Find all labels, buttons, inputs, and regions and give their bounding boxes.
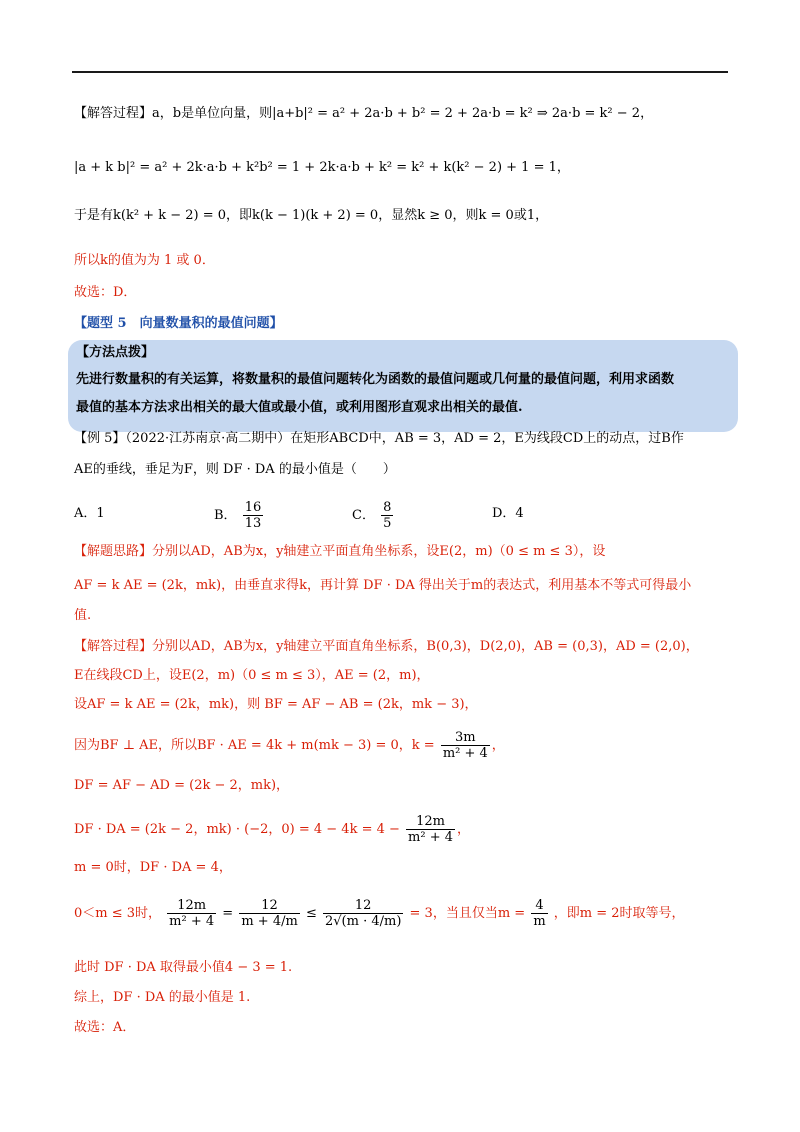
choice-b bbox=[214, 500, 265, 531]
section-heading: 【题型 5 向量数量积的最值问题】 bbox=[74, 316, 283, 331]
solution-line-8-end: ，即m = 2时取等号， bbox=[553, 906, 685, 921]
choice-b-fraction bbox=[243, 500, 264, 531]
solution-line-8: 0＜m ≤ 3时， $\frac{12m}{\text{m² + 4}}$ = $\frac{12}{m + 4/m}$ ≤ $\frac{12}{2√(m \cdot 4/m)}$ = 3，当且仅当m = $\frac{4}{m}$ ，即m = 2时取等号， bbox=[74, 898, 685, 929]
solution-line-10: 综上，DF · DA 的最小值是 1. bbox=[74, 990, 251, 1005]
choice-c-fraction bbox=[381, 500, 393, 531]
choice-c-numerator: 8 bbox=[383, 500, 392, 515]
choice-b-numerator: 16 bbox=[244, 500, 262, 515]
k-fraction bbox=[441, 730, 490, 761]
equality-fraction bbox=[531, 898, 547, 929]
solution-line-2: E在线段CD上，设E(2，m)（0 ≤ m ≤ 3），AE = (2，m)， bbox=[74, 668, 430, 683]
answer-choice-line: 故选：D． bbox=[74, 285, 137, 300]
idea-line-3: 值. bbox=[74, 608, 92, 623]
answer-line-4: 所以k的值为为 1 或 0． bbox=[74, 253, 215, 268]
idea-line-2: AF = k AE = (2k，mk)，由垂直求得k，再计算 DF · DA 得出关于m的表达式，利用基本不等式可得最小 bbox=[74, 578, 692, 593]
choice-b-denominator: 13 bbox=[244, 516, 262, 531]
solution-line-4-text: 因为BF ⊥ AE，所以BF · AE = 4k + m(mk − 3) = 0，k = bbox=[74, 738, 435, 753]
example-line-2: AE的垂线，垂足为F，则 DF · DA 的最小值是（ ） bbox=[74, 462, 396, 477]
choice-d: D．4 bbox=[492, 506, 524, 521]
solution-line-7: m = 0时，DF · DA = 4， bbox=[74, 860, 232, 875]
inequality-fraction-1-denominator: m² + 4 bbox=[169, 914, 215, 929]
solution-line-5: DF = AF − AD = (2k − 2，mk)， bbox=[74, 778, 290, 793]
k-fraction-denominator: m² + 4 bbox=[442, 746, 488, 761]
solution-line-4: 因为BF ⊥ AE，所以BF · AE = 4k + m(mk − 3) = 0，k = $\frac{3m}{\text{m² + 4}}$ ， bbox=[74, 730, 505, 761]
header-rule bbox=[72, 71, 728, 73]
solution-line-1: 【解答过程】分别以AD，AB为x，y轴建立平面直角坐标系，B(0,3)，D(2,0)，AB = (0,3)，AD = (2,0)， bbox=[74, 639, 699, 654]
answer-line-3: 于是有k(k² + k − 2) = 0，即k(k − 1)(k + 2) = 0，显然k ≥ 0，则k = 0或1， bbox=[74, 208, 549, 223]
solution-line-8-mid: = 3，当且仅当m = bbox=[409, 906, 526, 921]
inequality-fraction-3-numerator: 12 bbox=[323, 898, 403, 914]
choice-c-label: C． bbox=[352, 508, 375, 523]
choice-c bbox=[352, 500, 395, 531]
inequality-fraction-2 bbox=[239, 898, 299, 929]
solution-line-9: 此时 DF · DA 取得最小值4 − 3 = 1. bbox=[74, 960, 293, 975]
inequality-fraction-1 bbox=[167, 898, 216, 929]
inequality-fraction-3-denominator: 2√(m · 4/m) bbox=[324, 914, 402, 929]
dot-product-numerator: 12m bbox=[406, 814, 455, 830]
inequality-fraction-2-denominator: m + 4/m bbox=[241, 914, 298, 929]
equality-fraction-numerator: 4 bbox=[531, 898, 547, 914]
solution-line-6: DF · DA = (2k − 2，mk) · (−2，0) = 4 − 4k = 4 − $\frac{12m}{\text{m² + 4}}$ ， bbox=[74, 814, 471, 845]
solution-line-6-text: DF · DA = (2k − 2，mk) · (−2，0) = 4 − 4k = 4 − bbox=[74, 822, 400, 837]
answer-line-2: |a + k b|² = a² + 2k·a·b + k²b² = 1 + 2k·a·b + k² = k² + k(k² − 2) + 1 = 1， bbox=[74, 160, 570, 175]
inequality-fraction-1-numerator: 12m bbox=[167, 898, 216, 914]
answer-line-1: 【解答过程】a，b是单位向量，则|a+b|² = a² + 2a·b + b² = 2 + 2a·b = k² ⇒ 2a·b = k² − 2， bbox=[74, 106, 654, 121]
method-tip-box bbox=[68, 340, 738, 432]
method-tip-text-2: 最值的基本方法求出相关的最大值或最小值，或利用图形直观求出相关的最值. bbox=[76, 400, 523, 415]
method-tip-text-1: 先进行数量积的有关运算，将数量积的最值问题转化为函数的最值问题或几何量的最值问题，利用求函数 bbox=[76, 372, 675, 387]
choice-c-denominator: 5 bbox=[383, 516, 392, 531]
solution-line-3: 设AF = k AE = (2k，mk)，则 BF = AF − AB = (2k，mk − 3)， bbox=[74, 697, 478, 712]
inequality-fraction-3 bbox=[323, 898, 403, 929]
equality-fraction-denominator: m bbox=[533, 914, 546, 929]
dot-product-denominator: m² + 4 bbox=[408, 830, 454, 845]
choice-a: A．1 bbox=[74, 506, 105, 521]
example-line-1: 【例 5】（2022·江苏南京·高二期中）在矩形ABCD中，AB = 3，AD = 2，E为线段CD上的动点，过B作 bbox=[74, 431, 684, 446]
choice-b-label: B． bbox=[214, 508, 237, 523]
method-tip-title: 【方法点拨】 bbox=[76, 345, 155, 360]
idea-line-1: 【解题思路】分别以AD，AB为x，y轴建立平面直角坐标系，设E(2，m)（0 ≤ m ≤ 3），设 bbox=[74, 544, 606, 559]
solution-line-11: 故选：A． bbox=[74, 1020, 136, 1035]
dot-product-fraction bbox=[406, 814, 455, 845]
solution-line-8-text: 0＜m ≤ 3时， bbox=[74, 906, 162, 921]
k-fraction-numerator: 3m bbox=[441, 730, 490, 746]
inequality-fraction-2-numerator: 12 bbox=[239, 898, 299, 914]
